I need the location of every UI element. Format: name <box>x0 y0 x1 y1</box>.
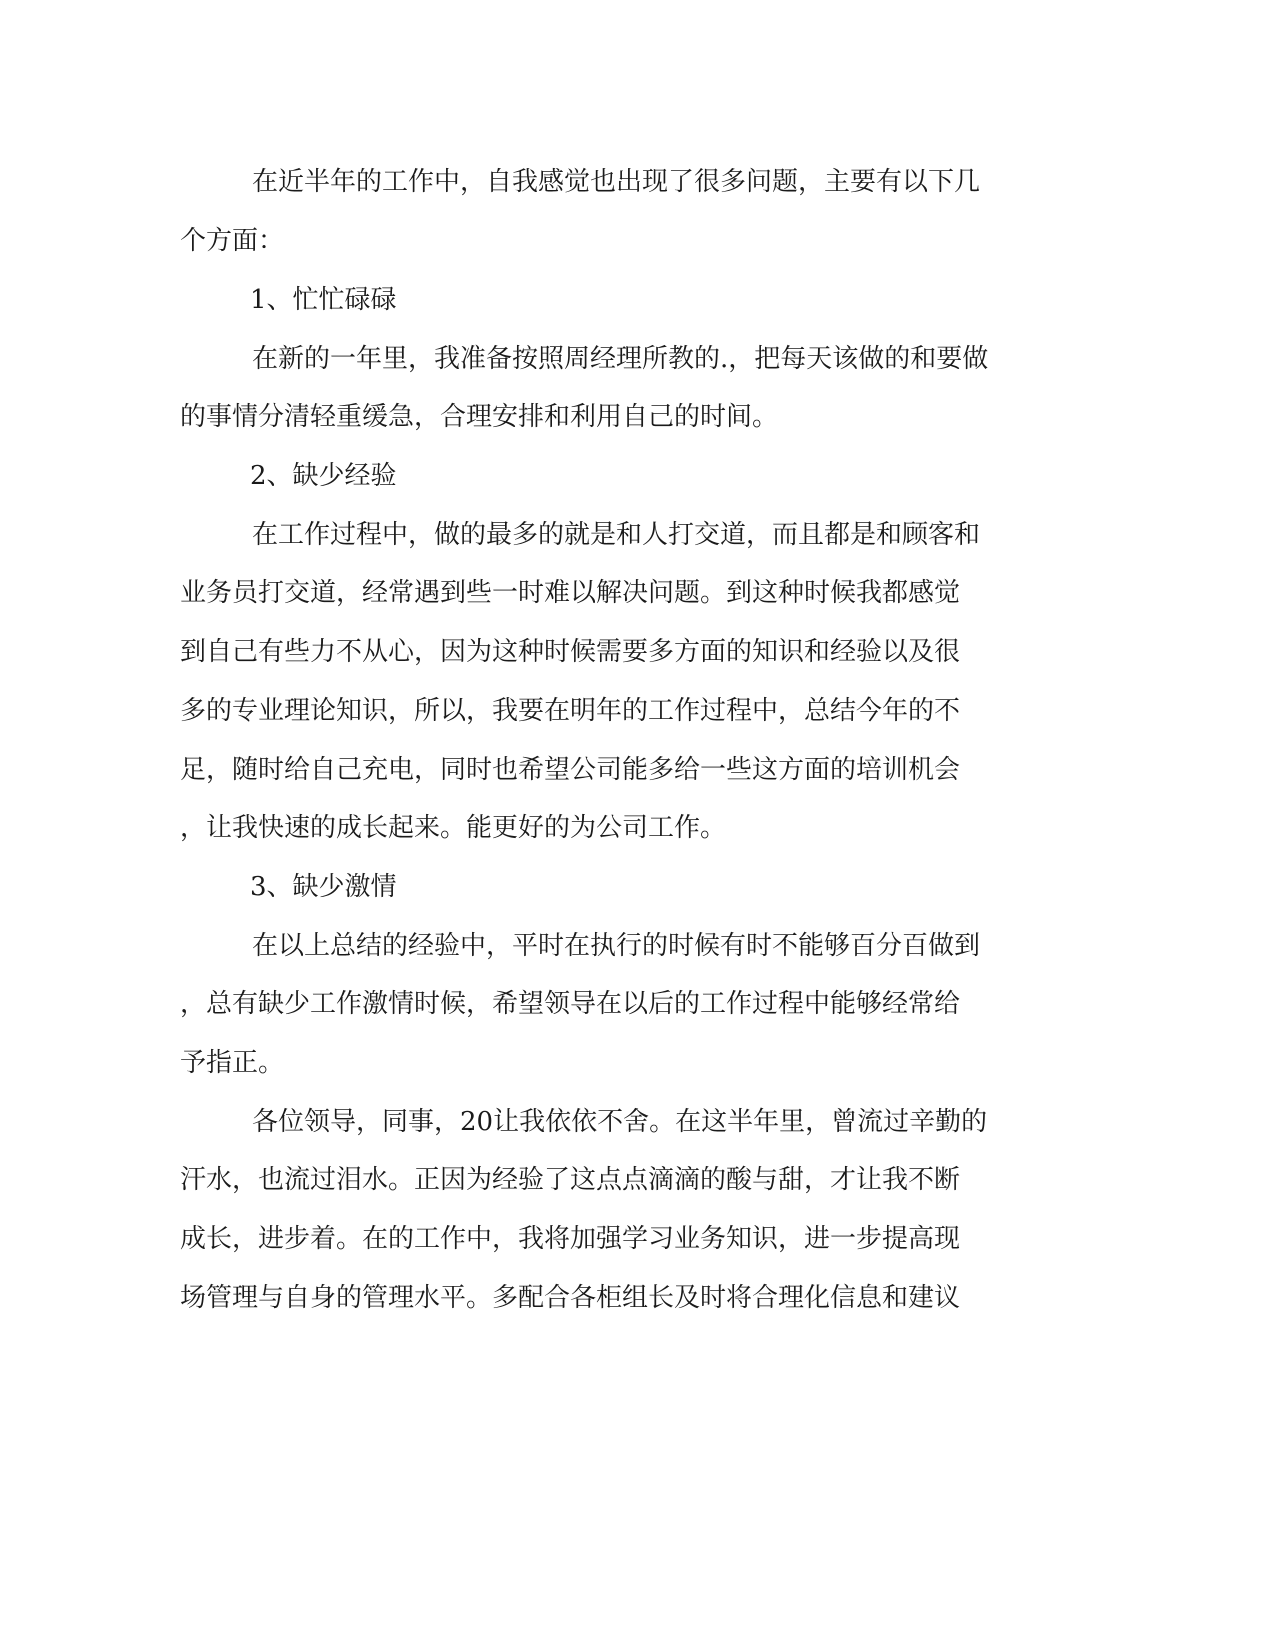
text-line: 在近半年的工作中，自我感觉也出现了很多问题，主要有以下几 <box>252 167 981 197</box>
section-heading: 1、忙忙碌碌 <box>250 285 397 315</box>
text-line: 在新的一年里，我准备按照周经理所教的.，把每天该做的和要做 <box>252 344 989 374</box>
text-line: 在工作过程中，做的最多的就是和人打交道，而且都是和顾客和 <box>252 520 981 550</box>
text-line: 到自己有些力不从心，因为这种时候需要多方面的知识和经验以及很 <box>180 637 961 667</box>
text-line: 业务员打交道，经常遇到些一时难以解决问题。到这种时候我都感觉 <box>180 578 961 608</box>
text-line: 在以上总结的经验中，平时在执行的时候有时不能够百分百做到 <box>252 931 981 961</box>
text-line: ，让我快速的成长起来。能更好的为公司工作。 <box>180 813 727 843</box>
text-line: ，总有缺少工作激情时候，希望领导在以后的工作过程中能够经常给 <box>180 989 961 1019</box>
text-line: 的事情分清轻重缓急，合理安排和利用自己的时间。 <box>180 402 779 432</box>
text-line: 成长，进步着。在的工作中，我将加强学习业务知识，进一步提高现 <box>180 1224 961 1254</box>
section-heading: 2、缺少经验 <box>250 461 397 491</box>
text-line: 足，随时给自己充电，同时也希望公司能多给一些这方面的培训机会 <box>180 755 961 785</box>
text-line: 各位领导，同事，20让我依依不舍。在这半年里，曾流过辛勤的 <box>252 1107 988 1137</box>
text-line: 汗水，也流过泪水。正因为经验了这点点滴滴的酸与甜，才让我不断 <box>180 1165 961 1195</box>
text-line: 个方面： <box>180 226 285 256</box>
text-line: 予指正。 <box>180 1048 285 1078</box>
text-line: 场管理与自身的管理水平。多配合各柜组长及时将合理化信息和建议 <box>180 1283 961 1313</box>
section-heading: 3、缺少激情 <box>250 872 397 902</box>
text-line: 多的专业理论知识，所以，我要在明年的工作过程中，总结今年的不 <box>180 696 961 726</box>
